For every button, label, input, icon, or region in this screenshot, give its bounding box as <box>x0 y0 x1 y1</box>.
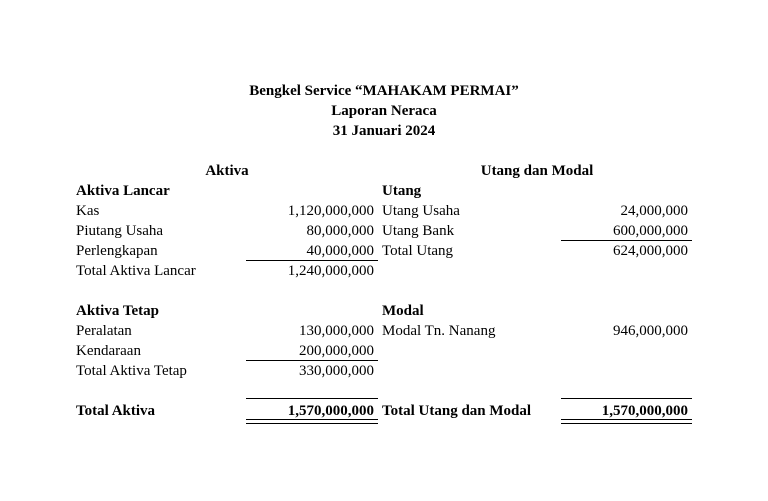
total-liabilities-equity-double-underline <box>561 419 692 424</box>
asset-value-vehicles: 200,000,000 <box>299 343 374 359</box>
asset-value-cash: 1,120,000,000 <box>287 203 374 219</box>
asset-label-equipment: Peralatan <box>76 323 132 339</box>
asset-value-equipment: 130,000,000 <box>299 323 374 339</box>
liabilities-total-label: Total Utang <box>382 243 454 259</box>
total-assets-label: Total Aktiva <box>76 403 156 419</box>
fixed-assets-title: Aktiva Tetap <box>76 303 159 319</box>
total-assets-value: 1,570,000,000 <box>287 403 374 419</box>
liability-value-accounts-payable: 24,000,000 <box>620 203 688 219</box>
asset-value-receivables: 80,000,000 <box>306 223 374 239</box>
asset-label-receivables: Piutang Usaha <box>76 223 164 239</box>
company-title: Bengkel Service “MAHAKAM PERMAI” <box>249 83 519 99</box>
liability-label-accounts-payable: Utang Usaha <box>382 203 460 219</box>
total-assets-double-underline <box>246 419 378 424</box>
equity-title: Modal <box>382 303 424 319</box>
fixed-assets-total-value: 330,000,000 <box>299 363 374 379</box>
report-title: Laporan Neraca <box>331 103 437 119</box>
total-liabilities-equity-overline <box>561 398 692 399</box>
asset-label-supplies: Perlengkapan <box>76 243 158 259</box>
equity-label-owner-capital: Modal Tn. Nanang <box>382 323 496 339</box>
liabilities-total-value: 624,000,000 <box>613 243 688 259</box>
asset-label-vehicles: Kendaraan <box>76 343 141 359</box>
current-assets-total-value: 1,240,000,000 <box>287 263 374 279</box>
total-liabilities-equity-label: Total Utang dan Modal <box>382 403 532 419</box>
report-date: 31 Januari 2024 <box>332 123 436 139</box>
liability-label-bank-loan: Utang Bank <box>382 223 455 239</box>
current-assets-total-label: Total Aktiva Lancar <box>76 263 196 279</box>
total-assets-overline <box>246 398 378 399</box>
total-liabilities-equity-value: 1,570,000,000 <box>601 403 688 419</box>
liability-value-bank-loan: 600,000,000 <box>613 223 688 239</box>
current-assets-title: Aktiva Lancar <box>76 183 170 199</box>
equity-value-owner-capital: 946,000,000 <box>613 323 688 339</box>
liabilities-equity-heading: Utang dan Modal <box>480 163 594 179</box>
liabilities-title: Utang <box>382 183 422 199</box>
fixed-assets-total-label: Total Aktiva Tetap <box>76 363 187 379</box>
asset-label-cash: Kas <box>76 203 100 219</box>
assets-heading: Aktiva <box>205 163 249 179</box>
asset-value-supplies: 40,000,000 <box>306 243 374 259</box>
